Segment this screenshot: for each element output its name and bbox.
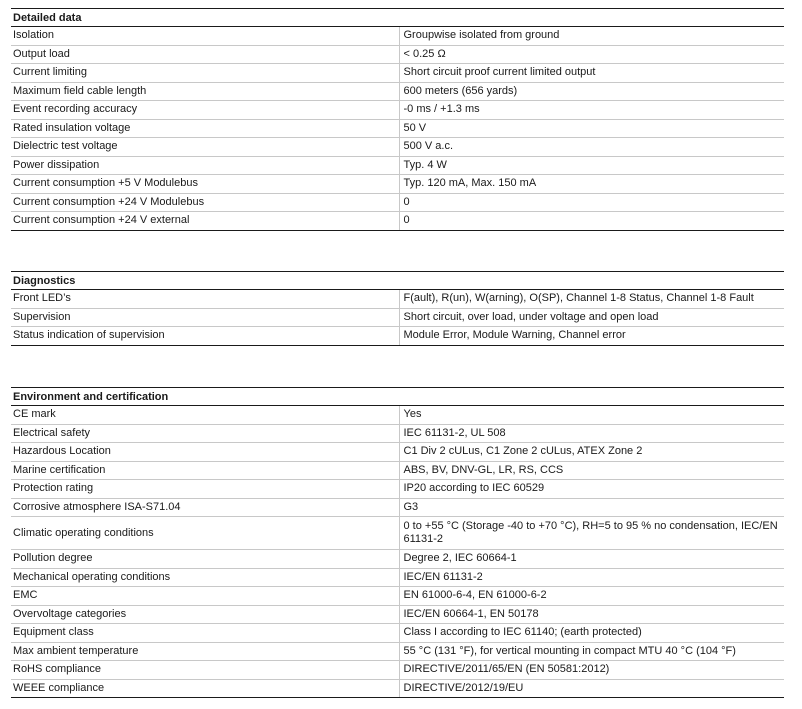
row-value: Typ. 120 mA, Max. 150 mA bbox=[399, 175, 784, 194]
row-label: Overvoltage categories bbox=[11, 605, 399, 624]
row-label: Dielectric test voltage bbox=[11, 138, 399, 157]
row-label: Hazardous Location bbox=[11, 443, 399, 462]
row-value: G3 bbox=[399, 498, 784, 517]
row-label: WEEE compliance bbox=[11, 679, 399, 698]
table-row bbox=[11, 175, 784, 194]
row-label: Current consumption +24 V external bbox=[11, 212, 399, 231]
row-label: Isolation bbox=[11, 27, 399, 46]
row-label: Current consumption +24 V Modulebus bbox=[11, 193, 399, 212]
row-value: 0 bbox=[399, 212, 784, 231]
row-value: Module Error, Module Warning, Channel error bbox=[399, 327, 784, 346]
table-row bbox=[11, 550, 784, 569]
table-row bbox=[11, 587, 784, 606]
row-value: 55 °C (131 °F), for vertical mounting in compact MTU 40 °C (104 °F) bbox=[399, 642, 784, 661]
row-label: CE mark bbox=[11, 406, 399, 425]
row-label: RoHS compliance bbox=[11, 661, 399, 680]
table-row bbox=[11, 193, 784, 212]
table-row bbox=[11, 212, 784, 231]
row-label: EMC bbox=[11, 587, 399, 606]
row-value: Class I according to IEC 61140; (earth protected) bbox=[399, 624, 784, 643]
row-label: Protection rating bbox=[11, 480, 399, 499]
row-label: Output load bbox=[11, 45, 399, 64]
table-row bbox=[11, 101, 784, 120]
table-row bbox=[11, 27, 784, 46]
row-value: Groupwise isolated from ground bbox=[399, 27, 784, 46]
table-row bbox=[11, 624, 784, 643]
table-row bbox=[11, 568, 784, 587]
table-row bbox=[11, 406, 784, 425]
row-label: Pollution degree bbox=[11, 550, 399, 569]
table-row bbox=[11, 642, 784, 661]
row-value: -0 ms / +1.3 ms bbox=[399, 101, 784, 120]
row-value: DIRECTIVE/2011/65/EN (EN 50581:2012) bbox=[399, 661, 784, 680]
row-label: Power dissipation bbox=[11, 156, 399, 175]
row-value: < 0.25 Ω bbox=[399, 45, 784, 64]
table-row bbox=[11, 498, 784, 517]
row-value: 500 V a.c. bbox=[399, 138, 784, 157]
table-row bbox=[11, 82, 784, 101]
row-label: Marine certification bbox=[11, 461, 399, 480]
row-label: Supervision bbox=[11, 308, 399, 327]
row-value: IEC/EN 60664-1, EN 50178 bbox=[399, 605, 784, 624]
table-row bbox=[11, 480, 784, 499]
row-value: IEC/EN 61131-2 bbox=[399, 568, 784, 587]
table-row bbox=[11, 45, 784, 64]
table-row bbox=[11, 138, 784, 157]
row-value: IP20 according to IEC 60529 bbox=[399, 480, 784, 499]
table-row bbox=[11, 661, 784, 680]
section-title: Diagnostics bbox=[11, 272, 784, 290]
section-title: Environment and certification bbox=[11, 388, 784, 406]
row-value: Typ. 4 W bbox=[399, 156, 784, 175]
row-value: 600 meters (656 yards) bbox=[399, 82, 784, 101]
table-row bbox=[11, 64, 784, 83]
row-label: Mechanical operating conditions bbox=[11, 568, 399, 587]
table-row bbox=[11, 605, 784, 624]
row-value: Short circuit, over load, under voltage and open load bbox=[399, 308, 784, 327]
diagnostics-table bbox=[11, 271, 784, 346]
row-label: Front LED’s bbox=[11, 290, 399, 309]
table-row bbox=[11, 424, 784, 443]
table-row bbox=[11, 517, 784, 550]
row-value: F(ault), R(un), W(arning), O(SP), Channel 1-8 Status, Channel 1-8 Fault bbox=[399, 290, 784, 309]
row-label: Rated insulation voltage bbox=[11, 119, 399, 138]
table-row bbox=[11, 443, 784, 462]
row-value: Degree 2, IEC 60664-1 bbox=[399, 550, 784, 569]
row-label: Equipment class bbox=[11, 624, 399, 643]
environment-certification-table bbox=[11, 387, 784, 698]
table-row bbox=[11, 461, 784, 480]
detailed-data-table bbox=[11, 8, 784, 231]
table-row bbox=[11, 679, 784, 698]
row-value: 0 bbox=[399, 193, 784, 212]
table-row bbox=[11, 119, 784, 138]
row-label: Corrosive atmosphere ISA-S71.04 bbox=[11, 498, 399, 517]
row-value: DIRECTIVE/2012/19/EU bbox=[399, 679, 784, 698]
row-value: C1 Div 2 cULus, C1 Zone 2 cULus, ATEX Zone 2 bbox=[399, 443, 784, 462]
row-label: Current limiting bbox=[11, 64, 399, 83]
table-row bbox=[11, 156, 784, 175]
row-label: Climatic operating conditions bbox=[11, 517, 399, 550]
section-title: Detailed data bbox=[11, 9, 784, 27]
row-value: 0 to +55 °C (Storage -40 to +70 °C), RH=5 to 95 % no condensation, IEC/EN 61131-2 bbox=[399, 517, 784, 550]
row-label: Max ambient temperature bbox=[11, 642, 399, 661]
row-label: Current consumption +5 V Modulebus bbox=[11, 175, 399, 194]
row-value: EN 61000-6-4, EN 61000-6-2 bbox=[399, 587, 784, 606]
row-label: Electrical safety bbox=[11, 424, 399, 443]
table-row bbox=[11, 327, 784, 346]
row-value: IEC 61131-2, UL 508 bbox=[399, 424, 784, 443]
row-value: ABS, BV, DNV-GL, LR, RS, CCS bbox=[399, 461, 784, 480]
table-row bbox=[11, 308, 784, 327]
row-value: Yes bbox=[399, 406, 784, 425]
row-value: 50 V bbox=[399, 119, 784, 138]
row-value: Short circuit proof current limited output bbox=[399, 64, 784, 83]
row-label: Status indication of supervision bbox=[11, 327, 399, 346]
table-row bbox=[11, 290, 784, 309]
row-label: Event recording accuracy bbox=[11, 101, 399, 120]
row-label: Maximum field cable length bbox=[11, 82, 399, 101]
